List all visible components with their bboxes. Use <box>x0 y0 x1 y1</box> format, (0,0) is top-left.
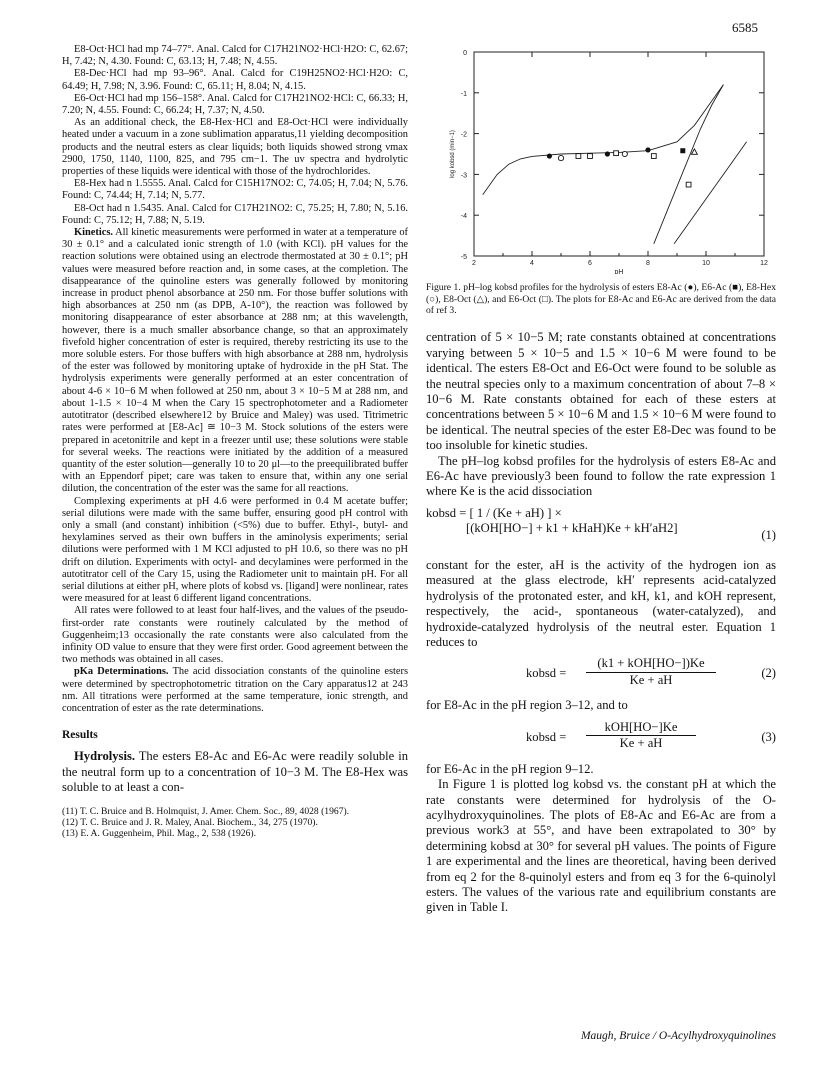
run-in-heading: Kinetics. <box>74 227 113 239</box>
reference: (12) T. C. Bruice and J. R. Maley, Anal. Biochem., 34, 275 (1970). <box>62 817 318 828</box>
equation-number: (1) <box>761 527 776 542</box>
data-point-filled-circle <box>547 153 552 158</box>
page-number: 6585 <box>732 20 758 35</box>
body-text <box>426 330 776 915</box>
equation-1 <box>426 506 776 552</box>
paragraph: In Figure 1 is plotted log kobsd vs. the constant pH at which the rate constants were determined for hydrolysis of the O-acylhydroxyquinolines. The plots of E8-Ac and E6-Ac are from a previous work3 at 55°, and have been extrapolated to 30° by determining kobsd at 30° for several pH values. The points of Figure 1 are experimental and the lines are theoretical, having been derived from eq 2 for the 8-quinolyl esters and from eq 3 for the 6-quinolyl esters. The values of the various rate and equilibrium constants are given in Table I. <box>426 777 776 915</box>
paragraph: E8-Oct had n 1.5435. Anal. Calcd for C17H21NO2: C, 75.25; H, 7.80; N, 5.16. Found: C, 75.12; H, 7.88; N, 5.19. <box>62 202 408 226</box>
paragraph: As an additional check, the E8-Hex·HCl and E8-Oct·HCl were individually heated under a vacuum in a zone sublimation apparatus,11 yielding decomposition products and the neutral esters as clear liquids; both liquids showed strong νmax 2900, 1750, 1140, 1100, 825, and 795 cm−1. The uv spectra and hydrolytic properties of these liquids were identical with those of the hydrochlorides. <box>62 117 408 178</box>
y-tick-label: -3 <box>460 172 467 180</box>
data-point-open-square <box>686 182 691 187</box>
paragraph-text: The acid dissociation constants of the quinoline esters were determined by spectrophotometric titration on the Cary apparatus12 at 243 nm. All titrations were performed at the same temperature, ionic strength, and concentration of ester as the rate determinations. <box>62 666 408 714</box>
data-point-open-circle <box>622 151 627 156</box>
reference: (13) E. A. Guggenheim, Phil. Mag., 2, 538 (1926). <box>62 828 256 840</box>
left-column <box>62 44 408 840</box>
equation-number: (2) <box>761 666 776 681</box>
paragraph: The pH–log kobsd profiles for the hydrolysis of esters E8-Ac and E6-Ac have previously3 been found to follow the rate expression 1 where Ke is the acid dissociation <box>426 453 776 499</box>
x-tick-label: 2 <box>472 260 476 267</box>
x-tick-label: 6 <box>588 260 592 267</box>
x-axis-label: pH <box>614 269 624 274</box>
data-point-filled-circle <box>605 151 610 156</box>
reference: (11) T. C. Bruice and B. Holmquist, J. Amer. Chem. Soc., 89, 4028 (1967). <box>62 805 350 817</box>
equation-lhs: kobsd = <box>526 729 567 744</box>
y-tick-label: -5 <box>460 254 467 261</box>
paragraph: E6-Oct·HCl had mp 156–158°. Anal. Calcd for C17H21NO2·HCl: C, 66.33; H, 7.20; N, 4.55. Found: C, 66.24; H, 7.37; N, 4.50. <box>62 92 408 117</box>
equation-number: (3) <box>761 729 776 744</box>
paragraph: Complexing experiments at pH 4.6 were performed in 0.4 M acetate buffer; serial dilutions were made with the same buffer, ensuring good pH control with only a small (and constant) inhibition (<5%) due to buffer. Ethyl-, butyl- and hexylamines served as their own buffers in the aminolysis experiments; serial dilutions were performed with 1 M KCl adjusted to pH 10.6, so there was no pH drift on dilution. Experiments with octyl- and decylamines were performed in the autotitrator cell of the Cary 15, using the Radiometer unit to maintain pH. For all serial dilutions at either pH, where plots of kobsd vs. [ligand] were nonlinear, rates were measured for at least 6 different ligand concentrations. <box>62 495 408 605</box>
paragraph: E8-Dec·HCl had mp 93–96°. Anal. Calcd for C19H25NO2·HCl·H2O: C, 64.49; H, 7.98; N, 3.96. Found: C, 65.11; H, 8.04; N, 4.15. <box>62 68 408 92</box>
curve-e6-ac <box>674 142 747 244</box>
curve-ester-3 <box>654 85 724 244</box>
y-tick-label: 0 <box>463 50 467 57</box>
x-tick-label: 4 <box>530 260 534 267</box>
figure-caption: Figure 1. pH–log kobsd profiles for the hydrolysis of esters E8-Ac (●), E6-Ac (■), E8-Hex (○), E8-Oct (△), and E6-Oct (□). The plots for E8-Ac and E6-Ac are derived from the data of ref 3. <box>426 282 776 317</box>
equation-line: [(kOH[HO−] + k1 + kHaH)Ke + kH′aH2] <box>466 521 678 536</box>
paragraph: E8-Oct·HCl had mp 74–77°. Anal. Calcd for C17H21NO2·HCl·H2O: C, 62.67; H, 7.42; N, 4.30. Found: C, 63.13; H, 7.48; N, 4.55. <box>62 44 408 68</box>
y-tick-label: -4 <box>460 213 467 221</box>
figure-1-chart <box>426 44 776 274</box>
data-point-open-square <box>576 154 581 159</box>
equation-2 <box>426 656 776 692</box>
footnotes <box>62 806 408 840</box>
y-tick-label: -2 <box>460 131 467 139</box>
paragraph <box>62 666 408 715</box>
right-column <box>426 44 776 916</box>
equation-denominator: Ke + aH <box>629 672 673 687</box>
run-in-heading: Hydrolysis. <box>74 749 136 764</box>
paragraph: centration of 5 × 10−5 M; rate constants obtained at concentrations varying between 5 × 10−5 and 1.5 × 10−6 M were found to be identical. The esters E8-Oct and E6-Oct were found to be soluble as the neutral species only to a maximum concentration of about 7–8 × 10−6 M. Rate constants obtained for each of these esters at concentrations between 5 × 10−6 M and 1.5 × 10−6 M were found to be identical. The neutral species of the ester E8-Dec was found to be too insoluble for kinetic studies. <box>426 330 776 453</box>
x-tick-label: 10 <box>702 260 710 267</box>
paragraph: All rates were followed to at least four half-lives, and the values of the pseudo-first-order rate constants were routinely calculated by the method of Guggenheim;13 occasionally the rate constants were also calculated from the infinity OD value to ensure that they were first order. Good agreement between the two methods was obtained in all cases. <box>62 605 408 666</box>
x-tick-label: 8 <box>646 260 650 267</box>
equation-numerator: (k1 + kOH[HO−])Ke <box>586 656 716 672</box>
y-axis-label: log kobsd (min−1) <box>450 130 456 178</box>
data-point-open-square <box>651 154 656 159</box>
running-footer: Maugh, Bruice / O-Acylhydroxyquinolines <box>580 1030 776 1042</box>
data-point-filled-circle <box>645 147 650 152</box>
paragraph-text: All kinetic measurements were performed in water at a temperature of 30 ± 0.1° and a calculated ionic strength of 1.0 (with KCl). pH values for the reaction solutions were obtained using an electrode thermostated at 30 ± 0.1°; pH values were measured before reaction and, in some cases, at the completion. The disappearance of the quinoline esters was generally followed by monitoring increase in product phenol absorbance at 250 nm. For those buffer solutions with high absorbances at 250 nm (as DPB, A-10°), the reaction was followed by monitoring disappearance of ester absorbance at 288 nm; at this wavelength, however, there is a much smaller absorbance change, so that an approximately fivefold higher concentration of ester is required, thereby restricting its use to the more soluble esters. For those buffers with high absorbance at 288 nm, hydrolysis of the ester was followed by monitoring uptake of hydroxide in the pH Stat. The hydrolysis experiments were generally performed at an ester concentration of about 4-6 × 10−6 M when followed at 250 nm, about 3 × 10−5 M at 288 nm, and about 1-1.5 × 10−4 M when the Cary 15 spectrophotometer and a Radiometer autotitrator (described elsewhere12 by Bruice and Maley) was used. Titrimetric rates were performed at [E8-Ac] ≅ 10−3 M. Stock solutions of the esters were prepared in acetonitrile and kept in a freezer until use; these solutions were stable for several weeks. The reactions were initiated by the addition of a measured quantity of the ester solution—generally 10 to 20 μl—to the preequilibrated buffer with an Eppendorf pipet; care was taken to ensure that, within any one serial dilution, the concentration of the ester was the same for all reactions. <box>62 227 408 495</box>
data-point-open-square <box>588 154 593 159</box>
paragraph: for E6-Ac in the pH region 9–12. <box>426 761 594 776</box>
plot-frame <box>474 52 764 256</box>
paragraph: constant for the ester, aH is the activity of the hydrogen ion as measured at the glass electrode, kH′ represents acid-catalyzed hydrolysis of the protonated ester, and kH, k1, and kOH represent, respectively, the acid-, spontaneous (water-catalyzed), and hydroxide-catalyzed hydrolysis of the neutral ester. Equation 1 reduces to <box>426 557 776 649</box>
data-point-filled-square <box>680 148 685 153</box>
paragraph-text: The esters E8-Ac and E6-Ac were readily soluble in the neutral form up to a concentration of 10−3 M. The E8-Hex was soluble to at least a con- <box>62 749 409 795</box>
section-heading: Results <box>62 729 98 742</box>
run-in-heading: pKa Determinations. <box>74 666 169 678</box>
data-point-open-circle <box>558 155 563 160</box>
data-point-open-square <box>614 151 619 156</box>
equation-lhs: kobsd = <box>426 505 467 520</box>
equation-3 <box>426 720 776 756</box>
x-tick-label: 12 <box>760 260 768 267</box>
y-tick-label: -1 <box>460 90 467 98</box>
equation-lhs: kobsd = <box>526 666 567 681</box>
paragraph: E8-Hex had n 1.5555. Anal. Calcd for C15H17NO2: C, 74.05; H, 7.04; N, 5.76. Found: C, 74.44; H, 7.14; N, 5.77. <box>62 178 408 202</box>
equation-numerator: kOH[HO−]Ke <box>586 720 696 736</box>
equation-denominator: Ke + aH <box>619 736 663 751</box>
paragraph <box>62 749 408 795</box>
paragraph: for E8-Ac in the pH region 3–12, and to <box>426 698 628 713</box>
paragraph <box>62 227 408 495</box>
equation-factor: [ 1 / (Ke + aH) ] × <box>469 505 562 520</box>
curve-e8-ac <box>483 85 724 195</box>
